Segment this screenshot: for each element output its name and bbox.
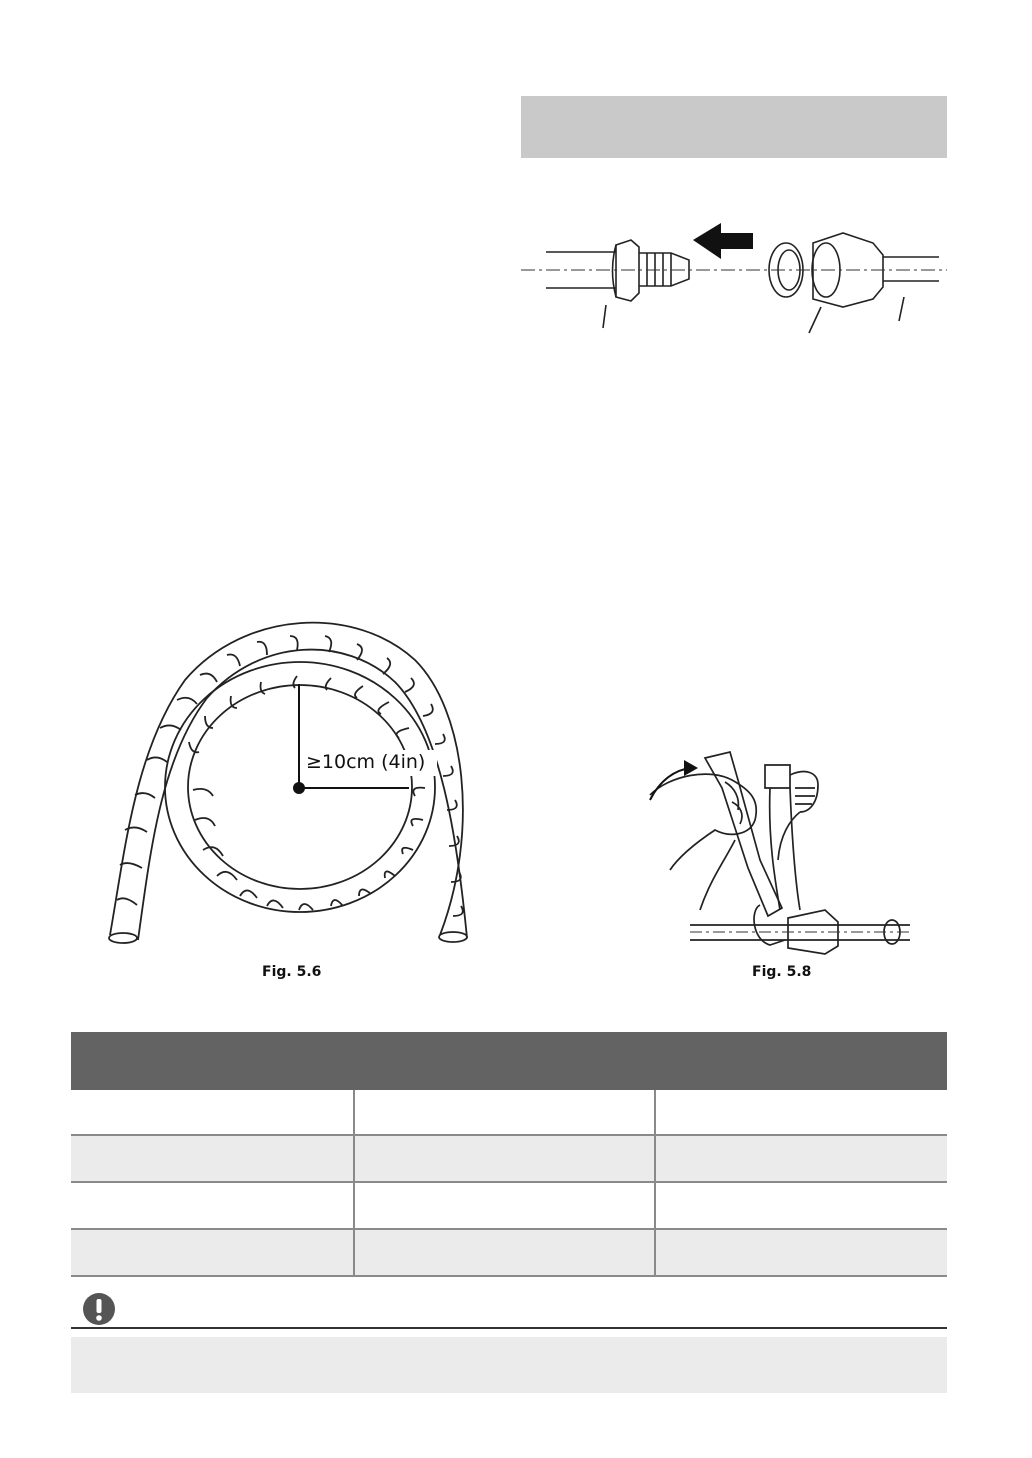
figure-caption-5-6: Fig. 5.6 — [262, 964, 322, 980]
figure-caption-5-8: Fig. 5.8 — [752, 964, 812, 980]
table-cell — [71, 1136, 355, 1181]
table-cell — [656, 1136, 947, 1181]
exclamation-circle-icon — [82, 1292, 116, 1326]
table-cell — [656, 1183, 947, 1228]
table-cell — [355, 1230, 656, 1275]
table-cell — [656, 1230, 947, 1275]
table-cell — [71, 1230, 355, 1275]
table-header — [71, 1032, 947, 1090]
table-cell — [656, 1090, 947, 1134]
coiled-pipe-illustration — [95, 600, 505, 960]
note-divider — [71, 1327, 947, 1329]
flare-nut-connection-diagram — [521, 215, 947, 335]
wrench-tightening-illustration — [640, 740, 930, 955]
table-cell — [71, 1183, 355, 1228]
table-row — [71, 1230, 947, 1277]
note-box — [71, 1337, 947, 1393]
table-row — [71, 1090, 947, 1136]
table-cell — [355, 1183, 656, 1228]
torque-table — [71, 1032, 947, 1277]
arrow-left-icon — [693, 223, 753, 259]
table-row — [71, 1136, 947, 1183]
table-row — [71, 1183, 947, 1230]
section-header-bar — [521, 96, 947, 158]
bend-radius-label: ≥10cm (4in) — [306, 751, 426, 773]
table-cell — [71, 1090, 355, 1134]
table-cell — [355, 1136, 656, 1181]
table-cell — [355, 1090, 656, 1134]
